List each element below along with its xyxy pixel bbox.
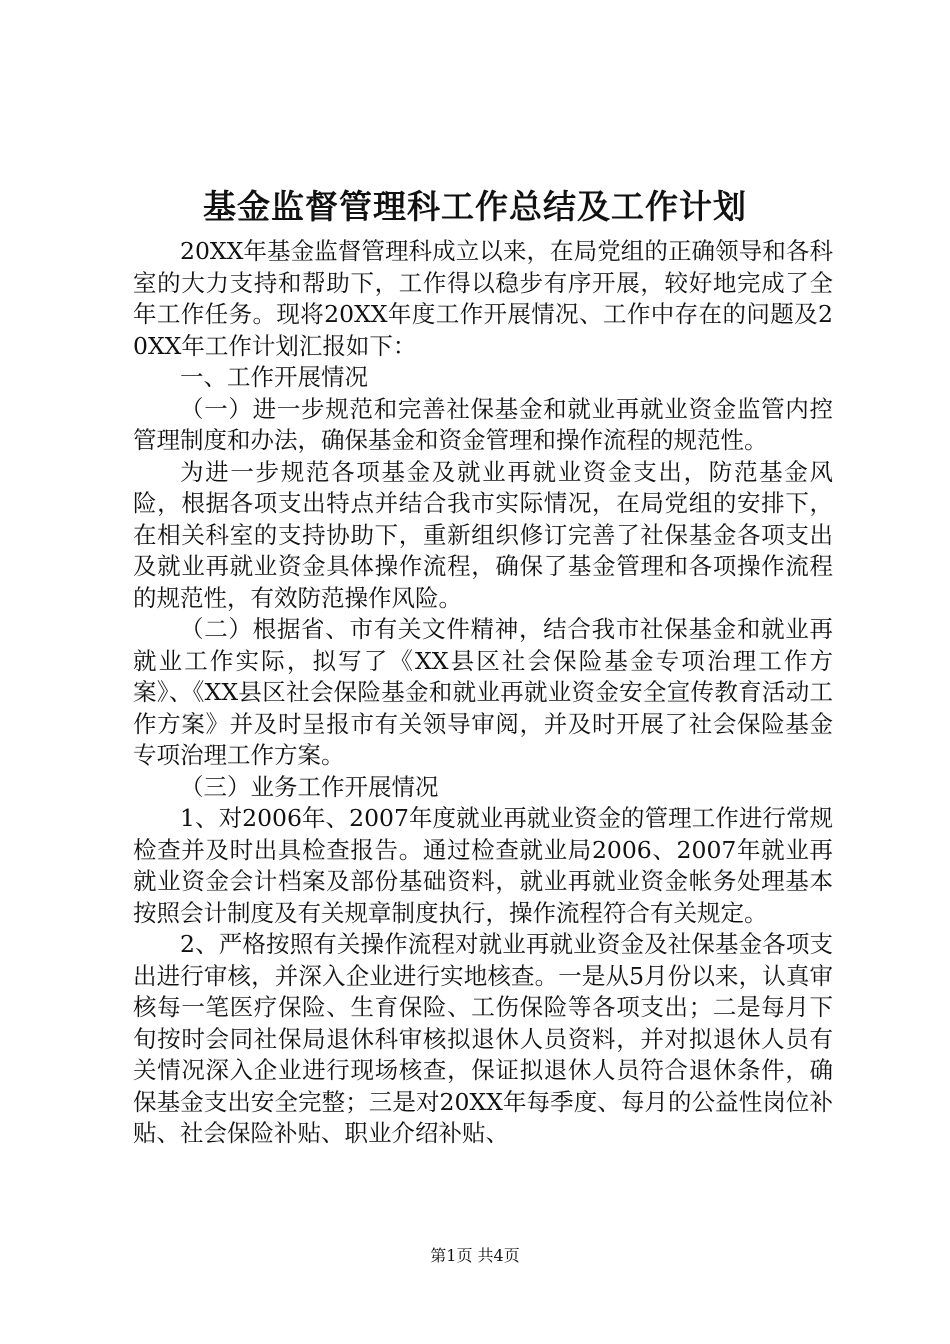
paragraph-item-2: 2、严格按照有关操作流程对就业再就业资金及社保基金各项支出进行审核，并深入企业进行实地核查。一是从5月份以来，认真审核每一笔医疗保险、生育保险、工伤保险等各项支出；二是每月下旬按时会同社保局退休科审核拟退休人员资料，并对拟退休人员有关情况深入企业进行现场核查，保证拟退休人员符合退休条件，确保基金支出安全完整；三是对20XX年每季度、每月的公益性岗位补贴、社会保险补贴、职业介绍补贴、 [133, 930, 833, 1147]
document-body [133, 236, 833, 1150]
paragraph-procedures: 为进一步规范各项基金及就业再就业资金支出，防范基金风险，根据各项支出特点并结合我市实际情况，在局党组的安排下，在相关科室的支持协助下，重新组织修订完善了社保基金各项支出及就业再就业资金具体操作流程，确保了基金管理和各项操作流程的规范性，有效防范操作风险。 [133, 457, 833, 612]
subsection-heading-3: （三）业务工作开展情况 [180, 772, 439, 801]
page-number-footer: 第1页 共4页 [430, 1246, 520, 1265]
section-heading-work-progress: 一、工作开展情况 [180, 363, 368, 391]
subsection-heading-1: （一）进一步规范和完善社保基金和就业再就业资金监管内控管理制度和办法，确保基金和资金管理和操作流程的规范性。 [133, 394, 833, 454]
paragraph-item-1: 1、对2006年、2007年度就业再就业资金的管理工作进行常规检查并及时出具检查报告。通过检查就业局2006、2007年就业再就业资金会计档案及部份基础资料，就业再就业资金帐务处理基本按照会计制度及有关规章制度执行，操作流程符合有关规定。 [133, 804, 833, 927]
paragraph-intro: 20XX年基金监督管理科成立以来，在局党组的正确领导和各科室的大力支持和帮助下，工作得以稳步有序开展，较好地完成了全年工作任务。现将20XX年度工作开展情况、工作中存在的问题及20XX年工作计划汇报如下： [133, 237, 833, 360]
document-title: 基金监督管理科工作总结及工作计划 [203, 187, 747, 226]
subsection-paragraph-2: （二）根据省、市有关文件精神，结合我市社保基金和就业再就业工作实际，拟写了《XX县区社会保险基金专项治理工作方案》、《XX县区社会保险基金和就业再就业资金安全宣传教育活动工作方案》并及时呈报市有关领导审阅，并及时开展了社会保险基金专项治理工作方案。 [133, 615, 833, 769]
